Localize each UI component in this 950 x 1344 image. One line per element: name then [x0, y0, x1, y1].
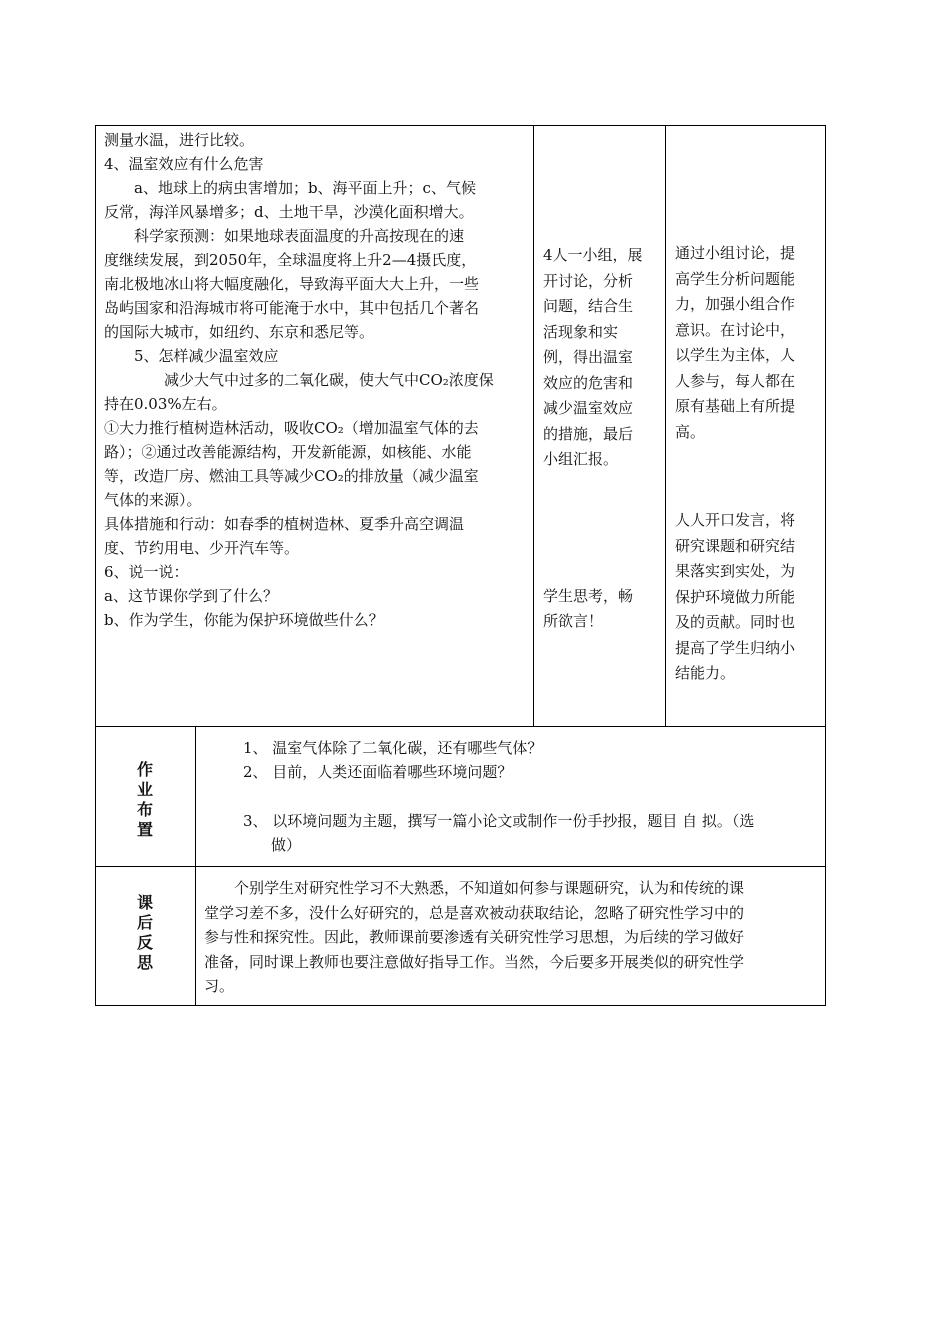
intent-line: 意识。在讨论中， [675, 320, 796, 339]
homework-label-char: 布 [136, 800, 153, 819]
column-divider-intent [665, 125, 666, 727]
homework-item: 做） [271, 836, 302, 854]
intent-line: 原有基础上有所提 [675, 397, 796, 415]
content-line: 的国际大城市，如纽约、东京和悉尼等。 [104, 323, 375, 341]
intent-line: 果落实到实处，为 [675, 562, 796, 580]
reflection-label-char: 课 [136, 893, 153, 912]
intent-line: 提高了学生归纳小 [675, 638, 796, 657]
activity-line: 减少温室效应 [543, 399, 634, 417]
intent-line: 通过小组讨论，提 [675, 244, 796, 262]
content-line: 4、温室效应有什么危害 [104, 155, 264, 173]
row-divider-reflection [95, 866, 826, 867]
intent-line: 人人开口发言，将 [675, 511, 796, 529]
homework-label-char: 业 [136, 780, 153, 799]
reflection-line: 参与性和探究性。因此，教师课前要渗透有关研究性学习思想，为后续的学习做好 [204, 928, 745, 946]
content-line: 持在0.03%左右。 [104, 395, 227, 413]
homework-item: 2、 目前，人类还面临着哪些环境问题？ [243, 763, 513, 781]
teaching-content-cell [104, 128, 529, 632]
reflection-label [135, 893, 155, 973]
content-line: 5、怎样减少温室效应 [134, 347, 279, 365]
activity-line: 所欲言！ [543, 612, 604, 630]
homework-item: 3、 以环境问题为主题，撰写一篇小论文或制作一份手抄报，题目 自 拟。（选 [243, 812, 755, 830]
intent-line: 及的贡献。同时也 [675, 613, 796, 631]
homework-item: 1、 温室气体除了二氧化碳，还有哪些气体？ [243, 739, 543, 757]
intent-line: 研究课题和研究结 [675, 536, 796, 555]
content-line: 减少大气中过多的二氧化碳，使大气中CO₂浓度保 [164, 371, 494, 389]
column-divider-content [533, 125, 534, 727]
content-line: a、这节课你学到了什么？ [104, 587, 278, 605]
activity-line: 4人一小组，展 [543, 246, 643, 264]
intent-line: 高。 [675, 422, 706, 441]
activity-line: 效应的危害和 [543, 373, 634, 392]
content-line: 等，改造厂房、燃油工具等减少CO₂的排放量（减少温室 [104, 467, 479, 485]
design-intent-cell-1 [675, 241, 821, 445]
content-line: 测量水温，进行比较。 [104, 131, 255, 149]
activity-line: 活现象和实 [543, 322, 619, 341]
content-line: 6、说一说： [104, 563, 189, 581]
activity-line: 问题，结合生 [543, 297, 634, 315]
row-divider-homework [95, 726, 826, 727]
reflection-line: 习。 [204, 977, 235, 995]
content-line: 反常，海洋风暴增多；d、土地干旱，沙漠化面积增大。 [104, 203, 474, 221]
content-line: b、作为学生，你能为保护环境做些什么？ [104, 611, 384, 629]
reflection-line: 个别学生对研究性学习不大熟悉，不知道如何参与课题研究，认为和传统的课 [234, 879, 745, 897]
intent-line: 以学生为主体，人 [675, 346, 796, 364]
table-top-border [95, 125, 826, 126]
design-intent-cell-2 [675, 508, 821, 687]
activity-line: 小组汇报。 [543, 450, 619, 468]
homework-label-char: 置 [136, 820, 153, 839]
content-line: a、地球上的病虫害增加；b、海平面上升；c、气候 [134, 179, 476, 197]
intent-line: 保护环境做力所能 [675, 587, 796, 606]
content-line: 路）；②通过改善能源结构，开发新能源，如核能、水能 [104, 443, 472, 461]
content-line: 科学家预测：如果地球表面温度的升高按现在的速 [134, 227, 465, 245]
intent-line: 高学生分析问题能 [675, 269, 796, 288]
reflection-cell [204, 876, 819, 999]
content-line: 气体的来源）。 [104, 491, 202, 509]
table-bottom-border [95, 1005, 826, 1006]
activity-line: 开讨论，分析 [543, 271, 634, 290]
reflection-label-char: 后 [136, 913, 153, 932]
reflection-line: 堂学习差不多，没什么好研究的，总是喜欢被动获取结论，忽略了研究性学习中的 [204, 903, 745, 922]
content-line: 岛屿国家和沿海城市将可能淹于水中，其中包括几个著名 [104, 299, 480, 317]
student-activity-cell-1 [543, 243, 663, 473]
activity-line: 学生思考，畅 [543, 587, 634, 605]
content-line: 南北极地冰山将大幅度融化，导致海平面大大上升，一些 [104, 275, 480, 293]
intent-line: 结能力。 [675, 664, 736, 682]
content-line: 度继续发展，到2050年，全球温度将上升2—4摄氏度， [104, 251, 477, 269]
reflection-label-char: 反 [136, 933, 153, 952]
homework-label [135, 760, 155, 840]
student-activity-cell-2 [543, 584, 663, 634]
intent-line: 力，加强小组合作 [675, 295, 796, 313]
reflection-line: 准备，同时课上教师也要注意做好指导工作。当然，今后要多开展类似的研究性学 [204, 952, 745, 971]
reflection-label-char: 思 [136, 953, 153, 972]
column-divider-label [195, 726, 196, 1006]
activity-line: 例，得出温室 [543, 348, 634, 366]
content-line: 度、节约用电、少开汽车等。 [104, 539, 300, 557]
intent-line: 人参与，每人都在 [675, 371, 796, 390]
activity-line: 的措施，最后 [543, 424, 634, 443]
homework-cell [243, 736, 818, 857]
table-right-border [825, 125, 826, 1006]
content-line: ①大力推行植树造林活动，吸收CO₂（增加温室气体的去 [104, 419, 479, 437]
table-left-border [95, 125, 96, 1006]
homework-label-char: 作 [136, 760, 153, 779]
content-line: 具体措施和行动：如春季的植树造林、夏季升高空调温 [104, 515, 465, 533]
